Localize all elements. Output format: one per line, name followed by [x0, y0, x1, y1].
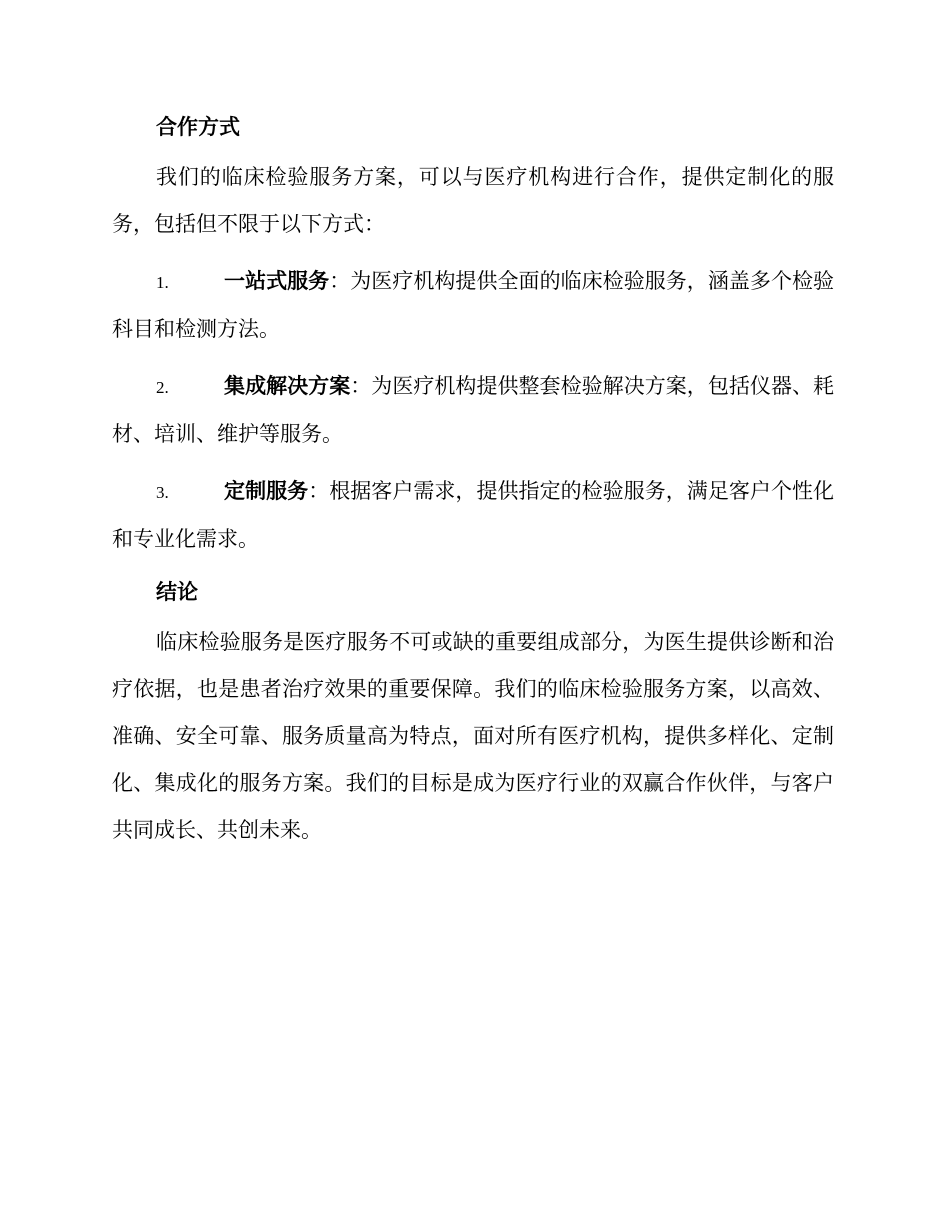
list-item-integrated-solution	[112, 363, 834, 458]
list-term: 定制服务	[224, 479, 309, 503]
list-number: 1.	[156, 273, 169, 292]
list-number: 2.	[156, 378, 169, 397]
section-heading-cooperation: 合作方式	[156, 115, 240, 139]
list-text: ：根据客户需求，提供指定的检验服务，满足客户个性化和专业化需求。	[112, 479, 835, 551]
list-item-one-stop	[112, 258, 834, 353]
list-term: 集成解决方案	[224, 374, 351, 398]
cooperation-intro-paragraph: 我们的临床检验服务方案，可以与医疗机构进行合作，提供定制化的服务，包括但不限于以下方式：	[112, 165, 834, 236]
list-term: 一站式服务	[224, 269, 330, 293]
conclusion-paragraph: 临床检验服务是医疗服务不可或缺的重要组成部分，为医生提供诊断和治疗依据，也是患者治疗效果的重要保障。我们的临床检验服务方案，以高效、准确、安全可靠、服务质量高为特点，面对所有医疗机构，提供多样化、定制化、集成化的服务方案。我们的目标是成为医疗行业的双赢合作伙伴，与客户共同成长、共创未来。	[112, 630, 834, 842]
list-number: 3.	[156, 483, 169, 502]
document-content	[112, 108, 834, 864]
list-item-custom-service	[112, 468, 834, 563]
list-text: ：为医疗机构提供整套检验解决方案，包括仪器、耗材、培训、维护等服务。	[112, 374, 835, 446]
list-text: ：为医疗机构提供全面的临床检验服务，涵盖多个检验科目和检测方法。	[112, 269, 835, 341]
section-heading-conclusion: 结论	[156, 580, 198, 604]
